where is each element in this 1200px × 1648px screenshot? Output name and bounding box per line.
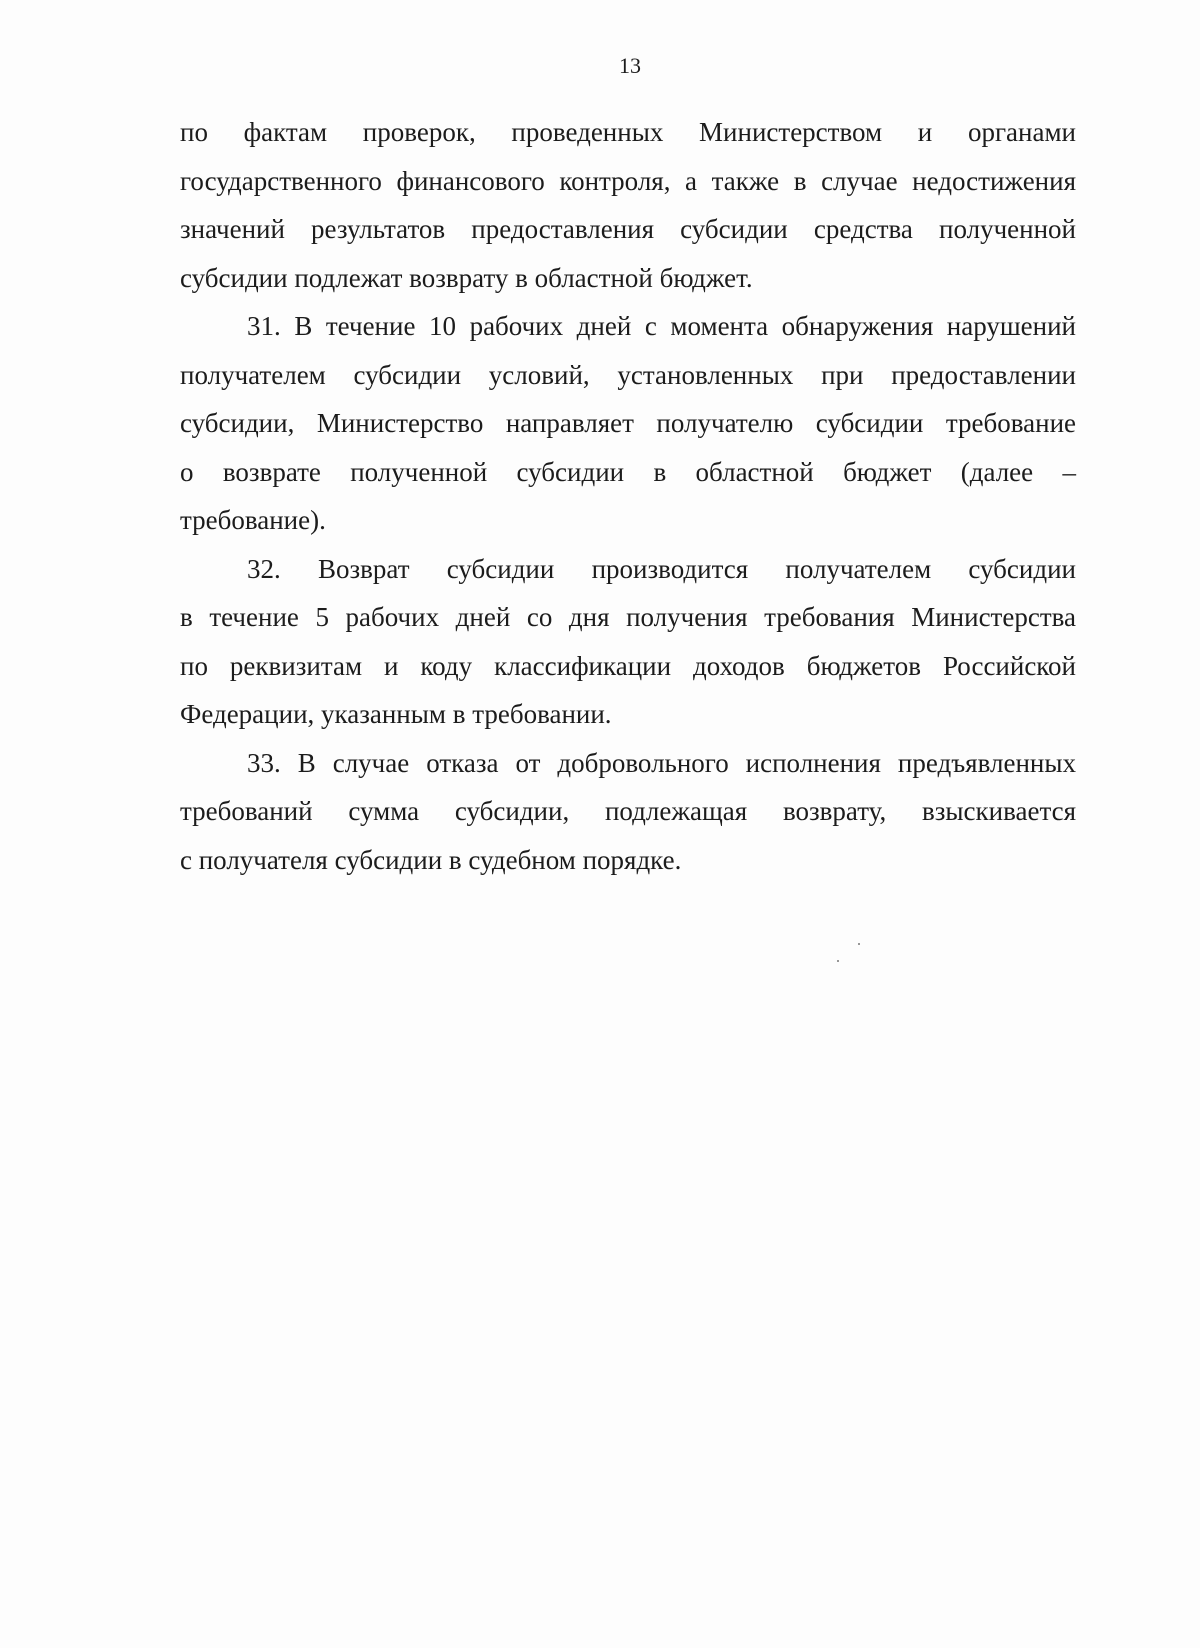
text-line: о возврате полученной субсидии в областной бюджет (далее – (180, 456, 1076, 487)
text-line: требование). (180, 505, 326, 535)
page-number: 13 (619, 53, 641, 78)
paragraph-continuation (180, 108, 1076, 302)
text-line: 33. В случае отказа от добровольного исполнения предъявленных (247, 747, 1076, 778)
document-body (180, 108, 1076, 884)
text-line: 32. Возврат субсидии производится получателем субсидии (247, 553, 1076, 584)
text-line: получателем субсидии условий, установленных при предоставлении (180, 359, 1076, 390)
scan-speck (858, 943, 860, 945)
paragraph-33 (180, 739, 1076, 885)
text-line: 31. В течение 10 рабочих дней с момента обнаружения нарушений (247, 311, 1076, 341)
text-line: требований сумма субсидии, подлежащая возврату, взыскивается (180, 796, 1076, 826)
text-line: по фактам проверок, проведенных Министерством и органами (180, 117, 1076, 147)
text-line: с получателя субсидии в судебном порядке. (180, 844, 682, 875)
paragraph-31 (180, 302, 1076, 545)
text-line: по реквизитам и коду классификации доходов бюджетов Российской (180, 650, 1076, 681)
text-line: государственного финансового контроля, а также в случае недостижения (180, 165, 1076, 196)
text-line: субсидии, Министерство направляет получателю субсидии требование (180, 408, 1076, 438)
paragraph-32 (180, 545, 1076, 739)
text-line: в течение 5 рабочих дней со дня получения требования Министерства (180, 602, 1076, 632)
text-line: субсидии подлежат возврату в областной бюджет. (180, 262, 753, 293)
text-line: значений результатов предоставления субсидии средства полученной (180, 214, 1076, 244)
scan-speck (837, 960, 839, 962)
text-line: Федерации, указанным в требовании. (180, 699, 612, 729)
